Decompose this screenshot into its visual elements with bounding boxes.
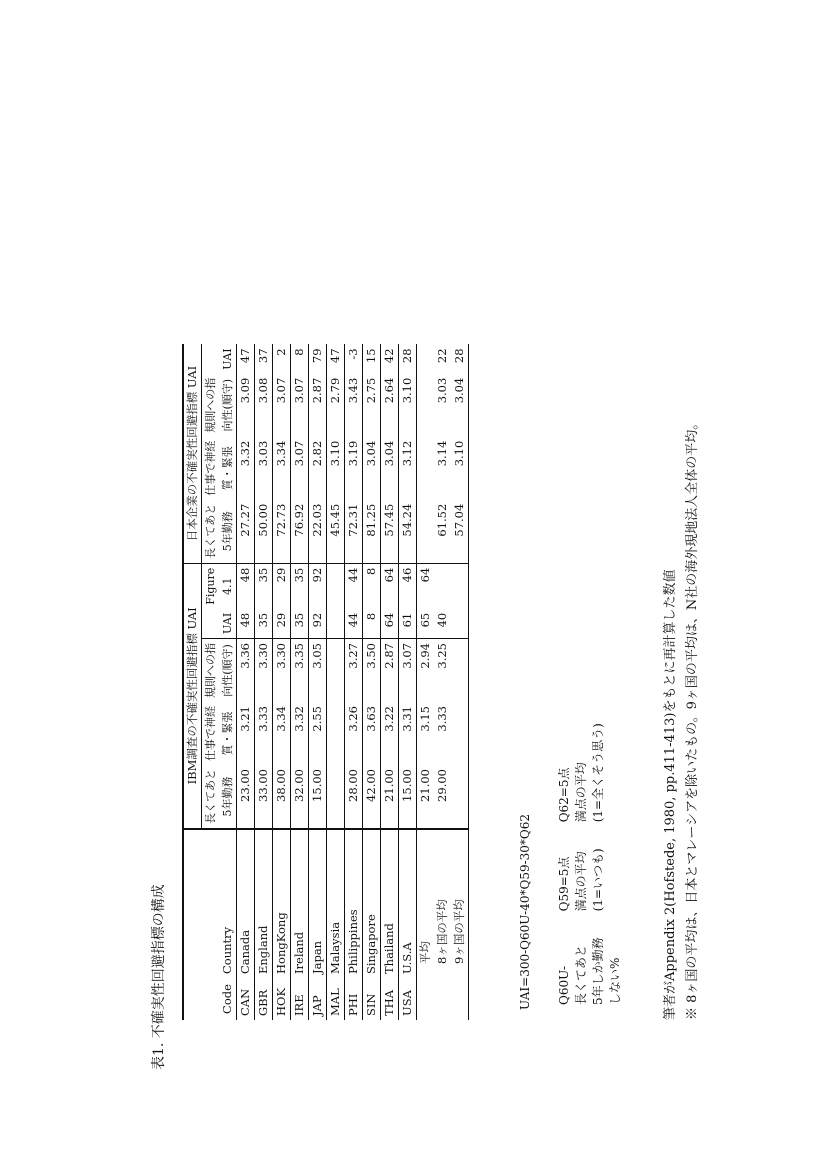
- col-jp-uai: UAI: [221, 348, 234, 370]
- country-header: Country: [220, 926, 234, 974]
- jp-group-header: 日本企業の不確実性回避指標 UAI: [183, 344, 202, 563]
- table-row: JAP Japan 15.00 2.55 3.05 92 92 22.03 2.82 2.87 79: [309, 344, 327, 1020]
- ibm-group-header: IBM調査の不確実性回避指標 UAI: [183, 563, 202, 829]
- header-row-3: Code Country 5年勤務 質・緊張 向性(順守) UAI 4.1 5年勤務 質・緊張 向性(順守) UAI: [219, 344, 237, 1020]
- question-definitions: [556, 723, 624, 1005]
- header-row-2: [202, 344, 220, 1020]
- definition-q60: Q60U- 長くてあと 5年しか勤務 しない%: [557, 937, 622, 1005]
- table-row: IRE Ireland 32.00 3.32 3.35 35 35 76.92 3.07 3.07 8: [291, 344, 309, 1020]
- col-figure: Figure: [204, 567, 217, 605]
- uai-formula: UAI=300-Q60U-40*Q59-30*Q62: [518, 813, 532, 1010]
- summary-row: 8ヶ国の平均 29.00 3.33 3.25 40 61.52 3.14 3.03 22: [435, 348, 449, 964]
- code-header: Code: [220, 984, 234, 1014]
- table-row: PHI Philippines 28.00 3.26 3.27 44 44 72.31 3.19 3.43 -3: [345, 344, 363, 1020]
- summary-row: 平均 21.00 3.15 2.94 65 64: [417, 344, 435, 1020]
- footnote-source: 筆者がAppendix 2(Hofstede, 1980, pp.411-413)をもとに再計算した数値: [663, 569, 678, 1020]
- table-caption: 表1. 不確実性回避指標の構成: [151, 884, 167, 1070]
- footnotes: [660, 417, 704, 1020]
- col-ibm-stress: 仕事で神経: [204, 706, 217, 761]
- uai-table: [182, 344, 469, 1020]
- col-ibm-rule: 規則への指: [204, 643, 217, 698]
- table-row: THA Thailand 21.00 3.22 2.87 64 64 57.45 3.04 2.64 42: [381, 344, 399, 1020]
- col-ibm-long: 長くてあと: [202, 765, 220, 829]
- header-row-1: [183, 344, 202, 1020]
- table-row: USA U.S.A 15.00 3.31 3.07 61 46 54.24 3.12 3.10 28: [399, 344, 417, 1020]
- col-jp-stress: 仕事で神経: [204, 440, 217, 496]
- table-row: MAL Malaysia 45.45 3.10 2.79 47: [327, 344, 345, 1020]
- footnote-averages: ※ 8ヶ国の平均は、日本とマレーシアを除いたもの。9ヶ国の平均は、N社の海外現地法人全体の平均。: [685, 416, 700, 1020]
- summary-row: 9ヶ国の平均 57.04 3.10 3.04 28: [451, 344, 469, 1020]
- definition-q62: Q62=5点 満点の平均 (1=全くそう思う): [557, 723, 605, 823]
- table-row: SIN Singapore 42.00 3.63 3.50 8 8 81.25 3.04 2.75 15: [363, 344, 381, 1020]
- definition-q59: Q59=5点 満点の平均 (1=いつも): [557, 848, 605, 912]
- table-row: GBR England 33.00 3.33 3.30 35 35 50.00 3.03 3.08 37: [255, 344, 273, 1020]
- table-row: CAN Canada 23.00 3.21 3.36 48 48 27.27 3.32 3.09 47: [237, 344, 255, 1020]
- col-jp-long: 長くてあと: [202, 500, 220, 564]
- col-ibm-uai: UAI: [219, 609, 237, 639]
- table-row: HOK HongKong 38.00 3.34 3.30 29 29 72.73 3.34 3.07 2: [273, 344, 291, 1020]
- col-jp-rule: 規則への指: [204, 377, 217, 433]
